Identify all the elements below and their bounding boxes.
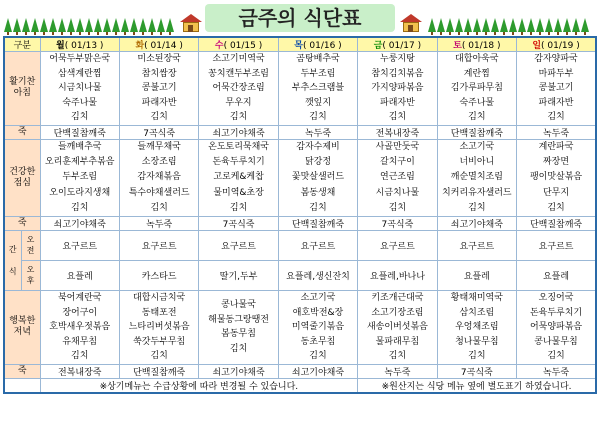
snack-am-cell: 요구르트 — [358, 230, 437, 260]
snack-group-label: 간 식 — [4, 230, 21, 290]
lunch-row — [4, 139, 596, 216]
header-day-sun: 일( 01/19 ) — [517, 37, 596, 52]
snack-pm-label: 오 후 — [21, 260, 40, 290]
meal-plan-table — [3, 36, 597, 394]
tree-icon — [464, 18, 472, 32]
tree-icon — [554, 18, 562, 32]
dinner-cell: 대합시금치국 동태포전 느타리버섯볶음 쑥갓두부무침 김치 — [119, 290, 198, 364]
tree-icon — [4, 18, 12, 32]
house-icon — [180, 14, 202, 32]
porridge-row-1 — [4, 125, 596, 139]
porridge-cell: 7곡식죽 — [119, 125, 198, 139]
page-header — [0, 0, 600, 36]
tree-icon — [94, 18, 102, 32]
snack-am-cell: 요구르트 — [517, 230, 596, 260]
dinner-cell: 북어계란국 장어구이 호박새우젓볶음 유채무침 김치 — [40, 290, 119, 364]
lunch-cell: 들깨무채국 소장조림 감자채볶음 특수야채샐러드 김치 — [119, 139, 198, 216]
tree-icon — [572, 18, 580, 32]
porridge-cell: 녹두죽 — [278, 125, 357, 139]
porridge-cell: 녹두죽 — [517, 125, 596, 139]
snack-pm-cell: 카스타드 — [119, 260, 198, 290]
notes-spacer — [4, 378, 40, 393]
tree-icon — [31, 18, 39, 32]
porridge-cell: 녹두죽 — [119, 216, 198, 230]
tree-icon — [130, 18, 138, 32]
breakfast-cell: 대합아욱국 계란찜 김가루파무침 숙주나물 김치 — [437, 52, 516, 126]
snack-pm-cell: 요플레 — [437, 260, 516, 290]
breakfast-cell: 누룽지탕 참치김치볶음 가지양파볶음 파래자반 김치 — [358, 52, 437, 126]
house-icon — [400, 14, 422, 32]
porridge-cell: 단백질참깨죽 — [278, 216, 357, 230]
tree-icon — [437, 18, 445, 32]
lunch-cell: 소고기국 너비아니 깨순멸치조림 치커리유자샐러드 김치 — [437, 139, 516, 216]
header-day-sat: 토( 01/18 ) — [437, 37, 516, 52]
porridge-row-3 — [4, 364, 596, 378]
porridge-cell: 단백질참깨죽 — [517, 216, 596, 230]
header-day-thu: 목( 01/16 ) — [278, 37, 357, 52]
porridge-cell: 7곡식죽 — [358, 216, 437, 230]
porridge-cell: 쇠고기야채죽 — [199, 125, 278, 139]
breakfast-cell: 미소된장국 참치쌈장 콩불고기 파래자반 김치 — [119, 52, 198, 126]
porridge-row-2 — [4, 216, 596, 230]
snack-pm-cell: 딸기,두부 — [199, 260, 278, 290]
tree-icon — [491, 18, 499, 32]
tree-icon — [473, 18, 481, 32]
tree-icon — [455, 18, 463, 32]
tree-icon — [482, 18, 490, 32]
porridge-cell: 7곡식죽 — [199, 216, 278, 230]
header-day-tue: 화( 01/14 ) — [119, 37, 198, 52]
header-row — [4, 37, 596, 52]
snack-am-cell: 요구르트 — [119, 230, 198, 260]
snack-am-cell: 요구르트 — [40, 230, 119, 260]
header-day-mon: 월( 01/13 ) — [40, 37, 119, 52]
snack-am-cell: 요구르트 — [199, 230, 278, 260]
page-title: 금주의 식단표 — [205, 4, 395, 32]
notes-row — [4, 378, 596, 393]
tree-icon — [428, 18, 436, 32]
note-origin: ※원산지는 식당 메뉴 옆에 별도표기 하였습니다. — [358, 378, 596, 393]
snack-am-cell: 요구르트 — [278, 230, 357, 260]
breakfast-row — [4, 52, 596, 126]
porridge-cell: 녹두죽 — [517, 364, 596, 378]
tree-icon — [22, 18, 30, 32]
tree-icon — [509, 18, 517, 32]
porridge-cell: 전복내장죽 — [358, 125, 437, 139]
porridge-cell: 단백질참깨죽 — [40, 125, 119, 139]
snack-am-label: 오 전 — [21, 230, 40, 260]
tree-icon — [76, 18, 84, 32]
dinner-cell: 황태채미역국 삼치조림 우엉채조림 청나물무침 김치 — [437, 290, 516, 364]
breakfast-label: 활기찬 아침 — [4, 52, 40, 126]
dinner-cell: 키조개근대국 소고기장조림 새송이버섯볶음 물파래무침 김치 — [358, 290, 437, 364]
porridge-cell: 쇠고기야채죽 — [437, 216, 516, 230]
tree-icon — [103, 18, 111, 32]
porridge-label: 죽 — [4, 364, 40, 378]
snack-pm-cell: 요플레,바나나 — [358, 260, 437, 290]
porridge-cell: 쇠고기야채죽 — [40, 216, 119, 230]
lunch-label: 건강한 점심 — [4, 139, 40, 216]
porridge-cell: 7곡식죽 — [437, 364, 516, 378]
dinner-cell: 오징어국 돈육두루치기 어묵양파볶음 콩나물무침 김치 — [517, 290, 596, 364]
tree-icon — [58, 18, 66, 32]
snack-pm-cell: 요플레 — [517, 260, 596, 290]
snack-pm-cell: 요플레,생신잔치 — [278, 260, 357, 290]
tree-icon — [545, 18, 553, 32]
dinner-cell: 소고기국 애호박전&장 미역줄기볶음 동초무침 김치 — [278, 290, 357, 364]
tree-icon — [581, 18, 589, 32]
tree-icon — [527, 18, 535, 32]
breakfast-cell: 소고기미역국 꽁치캔두부조림 어묵간장조림 무우지 김치 — [199, 52, 278, 126]
snack-pm-cell: 요플레 — [40, 260, 119, 290]
tree-icon — [446, 18, 454, 32]
tree-icon — [85, 18, 93, 32]
dinner-row — [4, 290, 596, 364]
porridge-label: 죽 — [4, 216, 40, 230]
porridge-cell: 단백질참깨죽 — [437, 125, 516, 139]
porridge-cell: 전복내장죽 — [40, 364, 119, 378]
tree-icon — [148, 18, 156, 32]
left-tree-decoration — [4, 14, 174, 32]
lunch-cell: 감자수제비 닭강정 꽃맛살샐러드 봄동생채 김치 — [278, 139, 357, 216]
snack-pm-row — [4, 260, 596, 290]
header-corner: 구분 — [4, 37, 40, 52]
lunch-cell: 계란파국 짜장면 팽이맛살볶음 단무지 김치 — [517, 139, 596, 216]
lunch-cell: 온도토리묵채국 돈육두루치기 고로케&케찹 물미역&초장 김치 — [199, 139, 278, 216]
tree-icon — [112, 18, 120, 32]
lunch-cell: 들깨배추국 오리훈제부추볶음 두부조림 오이도라지생채 김치 — [40, 139, 119, 216]
breakfast-cell: 어묵두부맑은국 삼색계란찜 시금치나물 숙주나물 김치 — [40, 52, 119, 126]
tree-icon — [166, 18, 174, 32]
porridge-cell: 녹두죽 — [358, 364, 437, 378]
porridge-cell: 쇠고기야채죽 — [278, 364, 357, 378]
note-menu-change: ※상기메뉴는 수급상황에 따라 변경될 수 있습니다. — [40, 378, 358, 393]
porridge-cell: 쇠고기야채죽 — [199, 364, 278, 378]
tree-icon — [40, 18, 48, 32]
lunch-cell: 사골만둣국 갈치구이 연근조림 시금치나물 김치 — [358, 139, 437, 216]
dinner-cell: 콩나물국 해물동그랑땡전 봄동무침 김치 — [199, 290, 278, 364]
snack-am-row — [4, 230, 596, 260]
tree-icon — [49, 18, 57, 32]
tree-icon — [13, 18, 21, 32]
tree-icon — [121, 18, 129, 32]
tree-icon — [518, 18, 526, 32]
breakfast-cell: 곰탕배추국 두부조림 부추스크램블 깻잎지 김치 — [278, 52, 357, 126]
porridge-label: 죽 — [4, 125, 40, 139]
right-tree-decoration — [428, 14, 589, 32]
header-day-fri: 금( 01/17 ) — [358, 37, 437, 52]
snack-am-cell: 요구르트 — [437, 230, 516, 260]
tree-icon — [67, 18, 75, 32]
tree-icon — [157, 18, 165, 32]
tree-icon — [139, 18, 147, 32]
dinner-label: 행복한 저녁 — [4, 290, 40, 364]
tree-icon — [536, 18, 544, 32]
tree-icon — [563, 18, 571, 32]
breakfast-cell: 감자양파국 마파두부 콩불고기 파래자반 김치 — [517, 52, 596, 126]
porridge-cell: 단백질참깨죽 — [119, 364, 198, 378]
header-day-wed: 수( 01/15 ) — [199, 37, 278, 52]
tree-icon — [500, 18, 508, 32]
